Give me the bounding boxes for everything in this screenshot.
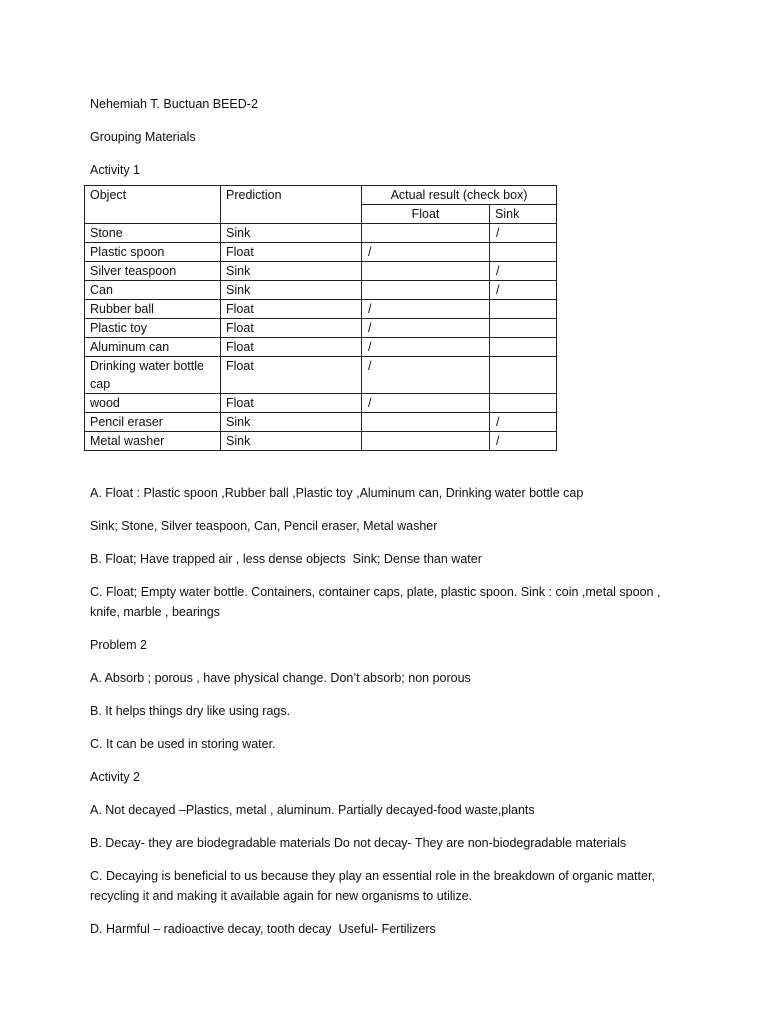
activity2-answer-a: A. Not decayed –Plastics, metal , aluminum. Partially decayed-food waste,plants <box>90 803 535 817</box>
cell-object: Plastic spoon <box>85 243 221 262</box>
name-line: Nehemiah T. Buctuan BEED-2 <box>90 97 258 111</box>
cell-float-mark <box>362 432 490 451</box>
activity2-answer-d: D. Harmful – radioactive decay, tooth decay Useful- Fertilizers <box>90 922 436 936</box>
table-row <box>85 357 557 394</box>
cell-object: Drinking water bottle cap <box>85 357 221 394</box>
cell-float-mark: / <box>362 300 490 319</box>
cell-sink-mark: / <box>490 413 557 432</box>
cell-float-mark <box>362 262 490 281</box>
cell-object: Metal washer <box>85 432 221 451</box>
cell-prediction: Sink <box>221 413 362 432</box>
table-row <box>85 262 557 281</box>
header-sink: Sink <box>490 205 557 224</box>
table-row <box>85 281 557 300</box>
cell-float-mark <box>362 413 490 432</box>
document-title: Grouping Materials <box>90 130 196 144</box>
problem2-answer-b: B. It helps things dry like using rags. <box>90 704 291 718</box>
problem2-answer-a: A. Absorb ; porous , have physical change. Don’t absorb; non porous <box>90 671 471 685</box>
cell-sink-mark: / <box>490 281 557 300</box>
cell-prediction: Float <box>221 394 362 413</box>
answer-b: B. Float; Have trapped air , less dense objects Sink; Dense than water <box>90 552 482 566</box>
table-row <box>85 413 557 432</box>
header-actual-result: Actual result (check box) <box>362 186 557 205</box>
cell-object: Silver teaspoon <box>85 262 221 281</box>
cell-object: Aluminum can <box>85 338 221 357</box>
header-prediction: Prediction <box>221 186 362 224</box>
cell-sink-mark <box>490 338 557 357</box>
cell-float-mark: / <box>362 357 490 394</box>
cell-float-mark: / <box>362 319 490 338</box>
cell-object: Can <box>85 281 221 300</box>
table-row <box>85 432 557 451</box>
cell-object: Rubber ball <box>85 300 221 319</box>
cell-prediction: Sink <box>221 224 362 243</box>
header-float: Float <box>362 205 490 224</box>
cell-sink-mark: / <box>490 432 557 451</box>
table-header-row <box>85 186 557 205</box>
cell-float-mark <box>362 281 490 300</box>
cell-sink-mark: / <box>490 224 557 243</box>
table-row <box>85 243 557 262</box>
table-row <box>85 338 557 357</box>
cell-prediction: Float <box>221 300 362 319</box>
cell-sink-mark: / <box>490 262 557 281</box>
cell-sink-mark <box>490 300 557 319</box>
cell-prediction: Float <box>221 243 362 262</box>
table-row <box>85 394 557 413</box>
activity2-answer-c: C. Decaying is beneficial to us because they play an essential role in the breakdown of organic matter, recycling it and making it available again for new organisms to utilize. <box>90 869 659 903</box>
cell-object: Plastic toy <box>85 319 221 338</box>
answer-sink: Sink; Stone, Silver teaspoon, Can, Pencil eraser, Metal washer <box>90 519 438 533</box>
cell-float-mark <box>362 224 490 243</box>
document-page <box>90 94 690 939</box>
cell-sink-mark <box>490 243 557 262</box>
cell-prediction: Sink <box>221 262 362 281</box>
cell-prediction: Float <box>221 319 362 338</box>
observation-table <box>84 185 557 451</box>
activity2-answer-b: B. Decay- they are biodegradable materials Do not decay- They are non-biodegradable materials <box>90 836 627 850</box>
table-row <box>85 224 557 243</box>
cell-prediction: Float <box>221 357 362 394</box>
cell-float-mark: / <box>362 338 490 357</box>
cell-prediction: Sink <box>221 432 362 451</box>
cell-sink-mark <box>490 319 557 338</box>
cell-prediction: Sink <box>221 281 362 300</box>
table-body <box>85 224 557 451</box>
cell-sink-mark <box>490 394 557 413</box>
table-row <box>85 319 557 338</box>
activity2-heading: Activity 2 <box>90 770 141 784</box>
cell-sink-mark <box>490 357 557 394</box>
cell-object: wood <box>85 394 221 413</box>
cell-prediction: Float <box>221 338 362 357</box>
table-row <box>85 300 557 319</box>
header-object: Object <box>85 186 221 224</box>
activity1-heading: Activity 1 <box>90 163 141 177</box>
cell-object: Pencil eraser <box>85 413 221 432</box>
answer-a-float: A. Float : Plastic spoon ,Rubber ball ,Plastic toy ,Aluminum can, Drinking water bottle cap <box>90 486 584 500</box>
cell-object: Stone <box>85 224 221 243</box>
problem2-answer-c: C. It can be used in storing water. <box>90 737 276 751</box>
problem2-heading: Problem 2 <box>90 638 147 652</box>
cell-float-mark: / <box>362 243 490 262</box>
cell-float-mark: / <box>362 394 490 413</box>
answer-c: C. Float; Empty water bottle. Containers, container caps, plate, plastic spoon. Sink : coin ,metal spoon , knife, marble , bearings <box>90 585 664 619</box>
